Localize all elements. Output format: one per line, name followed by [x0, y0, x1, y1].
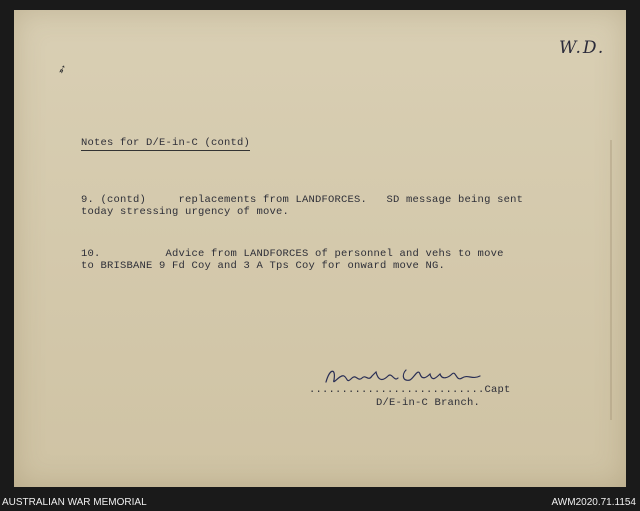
para10-line1: 10. Advice from LANDFORCES of personnel and vehs to move — [81, 248, 504, 260]
para9-line2: today stressing urgency of move. — [81, 206, 290, 218]
footer-accession: AWM2020.71.1154 — [551, 497, 636, 508]
wd-annotation: W.D. — [559, 38, 606, 58]
document-heading: Notes for D/E-in-C (contd) — [81, 137, 251, 149]
para9-line1: 9. (contd) replacements from LANDFORCES. SD message being sent — [81, 194, 524, 206]
ink-mark: ➶ — [55, 62, 70, 80]
signature-line: ...........................Capt — [309, 384, 511, 396]
document-page — [14, 10, 626, 487]
para10-line2: to BRISBANE 9 Fd Coy and 3 A Tps Coy for onward move NG. — [81, 260, 446, 272]
signature-branch: D/E-in-C Branch. — [376, 397, 481, 409]
footer-source: AUSTRALIAN WAR MEMORIAL — [2, 497, 147, 508]
